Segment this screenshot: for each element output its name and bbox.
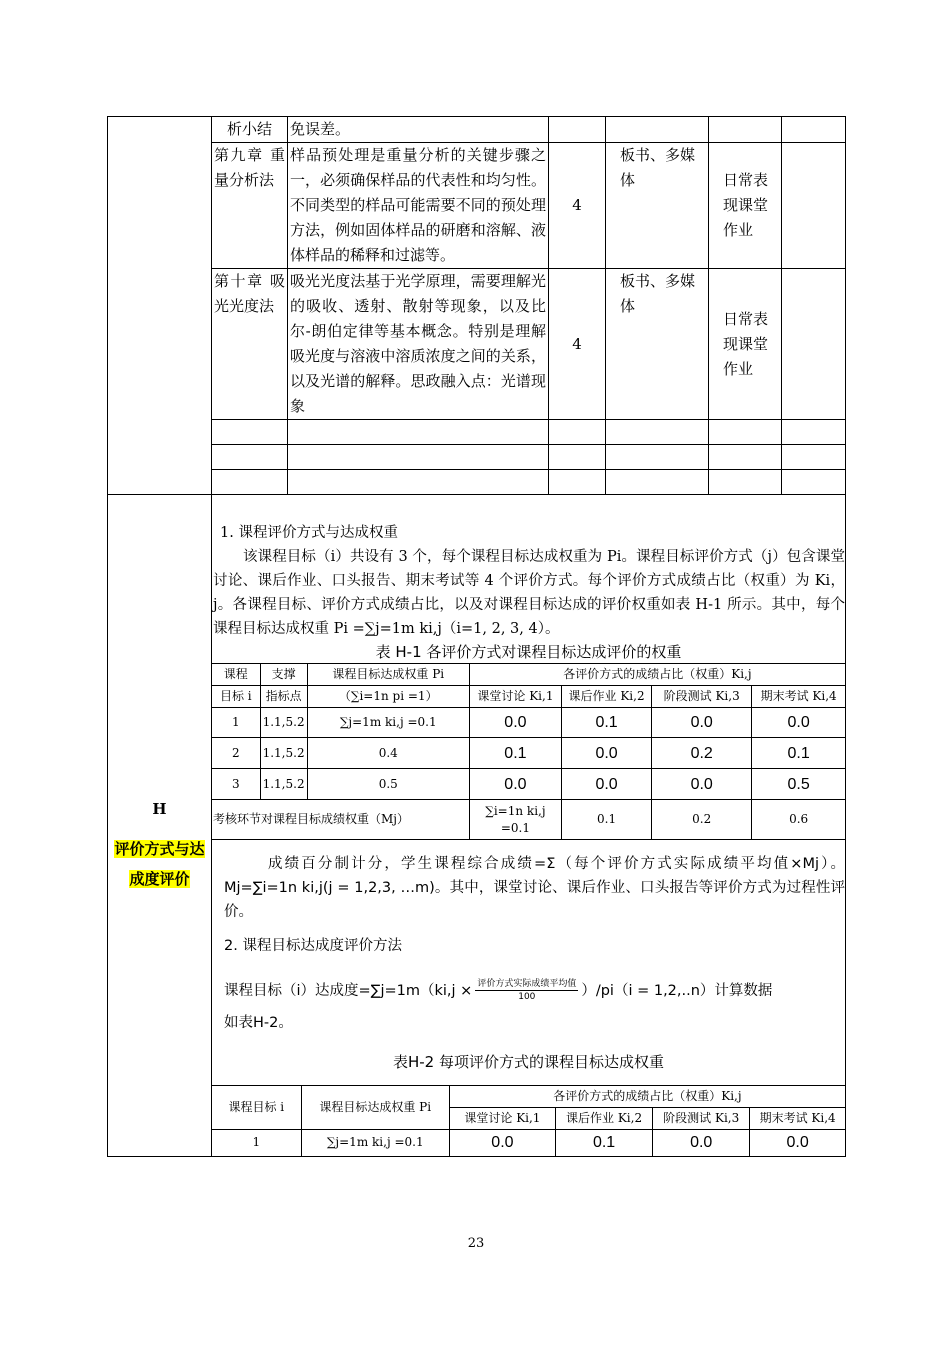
cell-value: 0.0 (469, 708, 561, 738)
formula-fraction (475, 978, 578, 1003)
header-goal-2: 目标 i (212, 686, 260, 708)
section-title-line2: 成度评价 (129, 870, 190, 888)
section-content-cell (212, 495, 846, 1157)
header-weight: 课程目标达成权重 Pi (301, 1086, 449, 1130)
content-cell: 吸光光度法基于光学原理，需要理解光的吸收、透射、散射等现象，以及比尔-朗伯定律等基本概念。特别是理解吸光度与溶液中溶质浓度之间的关系，以及光谱的解释。思政融入点：光谱现象 (288, 269, 549, 420)
cell-weight: ∑j=1m ki,j =0.1 (307, 708, 469, 738)
assess-cell (709, 117, 782, 143)
section-title-line1: 评价方式与达 (114, 840, 205, 858)
section-letter: H (152, 800, 167, 818)
cell-value: 0.1 (562, 708, 652, 738)
cell-weight: 0.5 (307, 769, 469, 800)
p3-formula (212, 958, 845, 1003)
table-row (108, 269, 846, 420)
content-cell: 免误差。 (288, 117, 549, 143)
cell-value: 0.0 (562, 769, 652, 800)
chapter-cell: 第九章 重量分析法 (212, 143, 288, 269)
empty-row (108, 470, 846, 495)
header-support: 支撑 (260, 664, 307, 686)
p1-heading: 1. 课程评价方式与达成权重 (220, 525, 398, 541)
cell-value: 0.0 (449, 1130, 555, 1156)
header-method: 期末考试 Ki,4 (752, 686, 845, 708)
table2-caption: 表H-2 每项评价方式的课程目标达成权重 (392, 1053, 664, 1071)
p1-text: 该课程目标（i）共设有 3 个，每个课程目标达成权重为 Pi。课程目标评价方式（j）包含课堂讨论、课后作业、口头报告、期末考试等 4 个评价方式。每个评价方式成绩占比（权重）为 Ki，j。各课程目标、评价方式成绩占比，以及对课程目标达成的评价权重如表 H-1 所示。其中，每个课程目标达成权重 Pi =∑j=1m ki,j（i=1, 2, 3, 4）。 (213, 549, 845, 637)
chapter-cell: 析小结 (212, 117, 288, 143)
header-method: 课后作业 Ki,2 (556, 1108, 653, 1130)
mj-value: 0.1 (562, 800, 652, 840)
cell-value: 0.0 (750, 1130, 845, 1156)
p2-text: 成绩百分制计分，学生课程综合成绩=Σ（每个评价方式实际成绩平均值×Mj）。Mj=∑i=1n ki,j(j = 1,2,3, …m)。其中，课堂讨论、课后作业、口头报告等评价方式为过程性评价。 (224, 856, 845, 920)
mj-value: 0.2 (652, 800, 752, 840)
empty-row (108, 420, 846, 445)
assess-cell: 日常表现课堂作业 (709, 143, 782, 269)
extra-cell (782, 143, 846, 269)
header-ratio: 各评价方式的成绩占比（权重）Ki,j (469, 664, 845, 686)
left-blank-cell (108, 117, 212, 495)
cell-value: 0.1 (752, 738, 845, 769)
section-label-cell (108, 495, 212, 1157)
cell-value: 0.2 (652, 738, 752, 769)
header-ratio: 各评价方式的成绩占比（权重）Ki,j (449, 1086, 845, 1108)
table-row (212, 738, 845, 769)
cell-value: 0.0 (562, 738, 652, 769)
empty-row (108, 445, 846, 470)
hours-cell: 4 (549, 269, 606, 420)
formula-denominator: 100 (518, 992, 536, 1002)
section-h-row (108, 495, 846, 1157)
hours-cell: 4 (549, 143, 606, 269)
table-header-row (212, 686, 845, 708)
header-method: 课堂讨论 Ki,1 (449, 1108, 555, 1130)
p3-tail: 如表H-2。 (224, 1015, 293, 1031)
assess-cell: 日常表现课堂作业 (709, 269, 782, 420)
method-cell (606, 117, 709, 143)
table-header-row (212, 664, 845, 686)
mj-label: 考核环节对课程目标成绩权重（Mj） (212, 800, 469, 840)
weight-table-h1 (212, 663, 845, 840)
header-method: 阶段测试 Ki,3 (652, 686, 752, 708)
table-row (212, 1130, 845, 1156)
header-weight: 课程目标达成权重 Pi (307, 664, 469, 686)
cell-value: 0.0 (652, 769, 752, 800)
mj-value: ∑i=1n ki,j =0.1 (469, 800, 561, 840)
cell-support: 1.1,5.2 (260, 738, 307, 769)
table1-caption: 表 H-1 各评价方式对课程目标达成评价的权重 (375, 643, 682, 661)
cell-goal: 1 (212, 1130, 301, 1156)
header-goal: 课程目标 i (212, 1086, 301, 1130)
chapter-cell: 第十章 吸光光度法 (212, 269, 288, 420)
cell-support: 1.1,5.2 (260, 769, 307, 800)
method-cell: 板书、多媒体 (606, 269, 709, 420)
table-header-row (212, 1086, 845, 1108)
extra-cell (782, 269, 846, 420)
syllabus-table (107, 116, 846, 1157)
mj-value: 0.6 (752, 800, 845, 840)
mj-row (212, 800, 845, 840)
cell-support: 1.1,5.2 (260, 708, 307, 738)
p3-heading: 2. 课程目标达成度评价方法 (224, 938, 402, 954)
header-method: 课后作业 Ki,2 (562, 686, 652, 708)
formula-part-a: 课程目标（i）达成度=∑j=1m（ki,j × (224, 982, 473, 999)
header-method: 课堂讨论 Ki,1 (469, 686, 561, 708)
cell-goal: 2 (212, 738, 260, 769)
cell-value: 0.5 (752, 769, 845, 800)
cell-value: 0.1 (556, 1130, 653, 1156)
weight-table-h2 (212, 1085, 845, 1156)
cell-weight: 0.4 (307, 738, 469, 769)
cell-goal: 3 (212, 769, 260, 800)
cell-value: 0.0 (752, 708, 845, 738)
cell-value: 0.0 (469, 769, 561, 800)
cell-value: 0.0 (653, 1130, 750, 1156)
table-row (212, 769, 845, 800)
content-cell: 样品预处理是重量分析的关键步骤之一，必须确保样品的代表性和均匀性。不同类型的样品可能需要不同的预处理方法，例如固体样品的研磨和溶解、液体样品的稀释和过滤等。 (288, 143, 549, 269)
header-method: 阶段测试 Ki,3 (653, 1108, 750, 1130)
extra-cell (782, 117, 846, 143)
header-weight-sum: （∑i=1n pi =1） (307, 686, 469, 708)
hours-cell (549, 117, 606, 143)
method-cell: 板书、多媒体 (606, 143, 709, 269)
cell-value: 0.1 (469, 738, 561, 769)
header-goal: 课程 (212, 664, 260, 686)
table-row (108, 143, 846, 269)
page-number: 23 (467, 1236, 485, 1251)
header-method: 期末考试 Ki,4 (750, 1108, 845, 1130)
formula-numerator: 评价方式实际成绩平均值 (477, 979, 577, 989)
table-row (108, 117, 846, 143)
cell-weight: ∑j=1m ki,j =0.1 (301, 1130, 449, 1156)
formula-part-b: ）/pi（i = 1,2,..n）计算数据 (581, 982, 773, 999)
cell-goal: 1 (212, 708, 260, 738)
cell-value: 0.0 (652, 708, 752, 738)
header-support-2: 指标点 (260, 686, 307, 708)
table-row (212, 708, 845, 738)
